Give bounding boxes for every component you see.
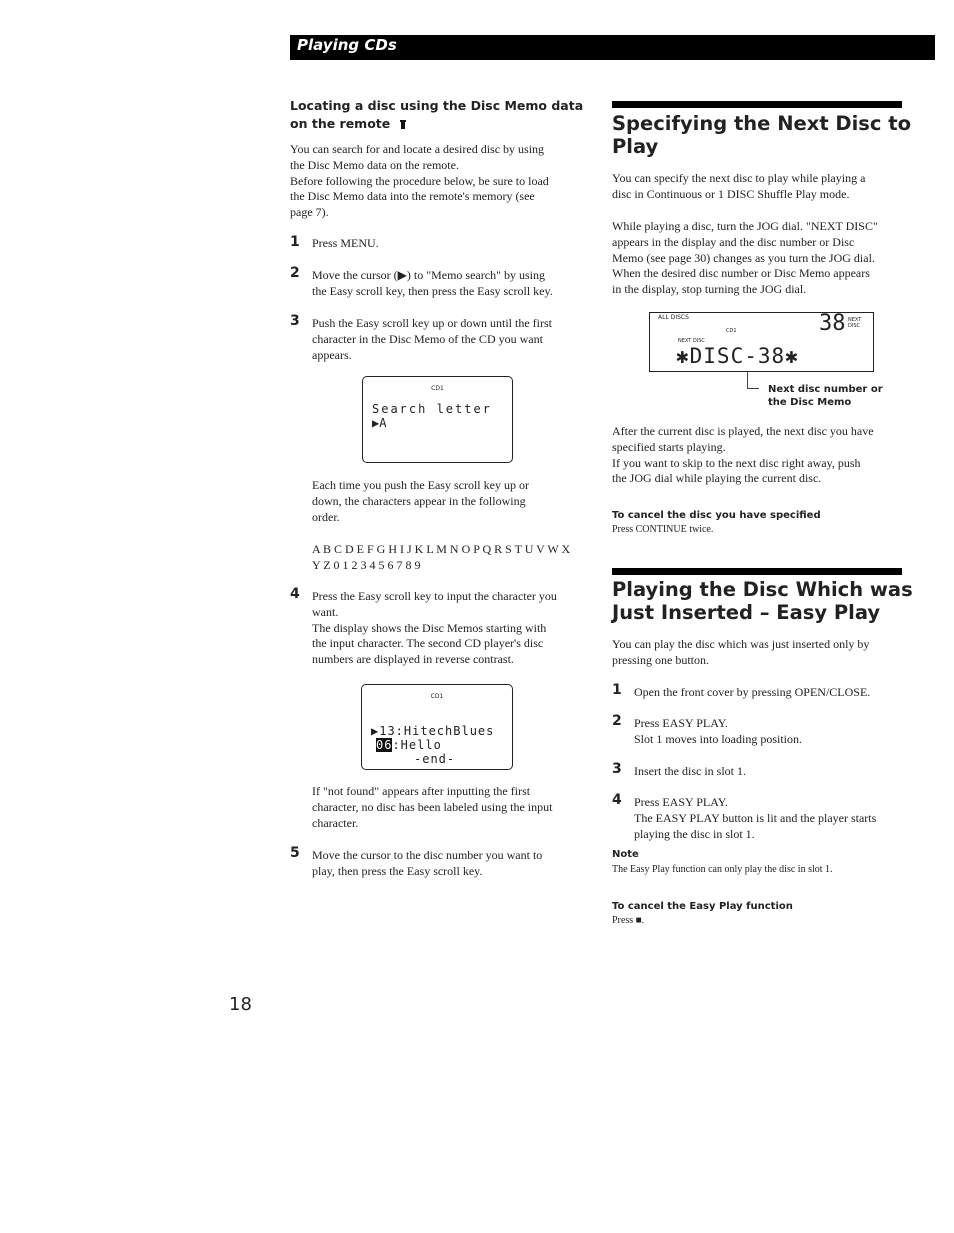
step-number: 1 — [612, 682, 622, 698]
display-line — [376, 738, 442, 752]
cancel-next-disc-text: Press CONTINUE twice. — [612, 524, 714, 535]
section-title-line: Specifying the Next Disc to — [612, 112, 911, 135]
step-text — [634, 795, 904, 842]
remote-icon — [399, 117, 407, 128]
step-line: playing the disc in slot 1. — [634, 826, 755, 841]
display-next-disc: NEXT DISC — [678, 338, 705, 344]
note-line: character. — [312, 815, 359, 830]
step-line: Press EASY PLAY. — [634, 795, 728, 809]
step-text — [312, 589, 582, 668]
step-number: 2 — [612, 713, 622, 729]
display-callout — [768, 383, 883, 409]
section1-para2 — [612, 219, 902, 298]
note-line: character, no disc has been labeled using the input — [312, 799, 553, 814]
display-cd-label: CD1 — [431, 385, 444, 392]
cancel-easy-play-text: Press ■. — [612, 915, 645, 926]
step-line: Push the Easy scroll key up or down until the first — [312, 316, 552, 330]
para-line: appears in the display and the disc number or Disc — [612, 234, 855, 249]
section-rule — [612, 101, 902, 108]
left-heading-line2 — [290, 115, 407, 132]
step-line: appears. — [312, 347, 352, 362]
step-line: Press MENU. — [312, 236, 379, 250]
disc-memo-list-display — [361, 684, 513, 770]
step-number: 1 — [290, 234, 300, 250]
step-text — [312, 268, 582, 300]
order-line: A B C D E F G H I J K L M N O P Q R S T U V W X — [312, 542, 571, 556]
left-heading-line2-text: on the remote — [290, 116, 391, 131]
step-line: numbers are displayed in reverse contrast. — [312, 652, 514, 667]
step-line: The display shows the Disc Memos starting with — [312, 620, 547, 635]
step-line: want. — [312, 604, 339, 619]
display-line-text: :Hello — [392, 738, 442, 752]
step-number: 4 — [290, 586, 300, 602]
step-line: the input character. The second CD player's disc — [312, 636, 544, 651]
note-text: The Easy Play function can only play the disc in slot 1. — [612, 864, 833, 875]
step-text — [312, 848, 582, 880]
step-text — [312, 316, 582, 363]
not-found-note — [312, 784, 582, 831]
para-line: Memo (see page 30) changes as you turn the JOG dial. — [612, 250, 875, 265]
cancel-next-disc-heading: To cancel the disc you have specified — [612, 510, 821, 521]
step-number: 3 — [612, 761, 622, 777]
display-line: ▶A — [372, 416, 387, 430]
display1-caption — [312, 478, 582, 525]
section-header-title: Playing CDs — [297, 36, 397, 54]
step-number: 2 — [290, 265, 300, 281]
intro-line: page 7). — [290, 205, 329, 220]
step-line: the Easy scroll key, then press the Easy scroll key. — [312, 283, 553, 298]
callout-leader-line — [747, 371, 748, 388]
step-line: Move the cursor to the disc number you want to — [312, 848, 543, 862]
search-letter-display — [362, 376, 513, 463]
step-text — [634, 764, 904, 780]
para-line: specified starts playing. — [612, 439, 726, 454]
step-text — [634, 685, 904, 701]
note-line: If "not found" appears after inputting the first — [312, 784, 531, 798]
step-number: 3 — [290, 313, 300, 329]
section2-intro — [612, 637, 902, 669]
step-line: play, then press the Easy scroll key. — [312, 863, 483, 878]
caption-line: Each time you push the Easy scroll key up or — [312, 478, 529, 492]
display-main-text: ✱DISC-38✱ — [676, 344, 799, 368]
callout-line: the Disc Memo — [768, 397, 852, 408]
caption-line: down, the characters appear in the following — [312, 493, 526, 508]
para-line: After the current disc is played, the next disc you have — [612, 424, 874, 438]
intro-line: Before following the procedure below, be sure to load — [290, 173, 549, 188]
next-disc-display — [649, 312, 874, 372]
para-line: When the desired disc number or Disc Memo appears — [612, 266, 870, 281]
character-order — [312, 542, 582, 574]
step-line: character in the Disc Memo of the CD you want — [312, 331, 543, 346]
left-intro — [290, 142, 580, 221]
step-text — [312, 236, 379, 252]
section-title — [612, 112, 911, 158]
section-title-line: Play — [612, 135, 659, 158]
para-line: While playing a disc, turn the JOG dial. "NEXT DISC" — [612, 219, 878, 233]
para-line: in the display, stop turning the JOG dial. — [612, 282, 807, 297]
section1-para1 — [612, 171, 902, 203]
cancel-easy-play-heading: To cancel the Easy Play function — [612, 901, 793, 912]
display-next-disc-small — [848, 317, 861, 329]
section1-para3 — [612, 424, 904, 487]
callout-line: Next disc number or — [768, 384, 883, 395]
step-line: Press the Easy scroll key to input the character you — [312, 589, 557, 603]
display-big-disc-number: 38 — [819, 311, 846, 336]
para-line: You can play the disc which was just inserted only by — [612, 637, 870, 651]
intro-line: You can search for and locate a desired disc by using — [290, 142, 545, 156]
order-line: Y Z 0 1 2 3 4 5 6 7 8 9 — [312, 557, 421, 572]
step-line: Press EASY PLAY. — [634, 716, 728, 730]
step-line: Slot 1 moves into loading position. — [634, 731, 803, 746]
intro-line: the Disc Memo data into the remote's memory (see — [290, 189, 535, 204]
section-title-line: Playing the Disc Which was — [612, 578, 913, 601]
section-rule — [612, 568, 902, 575]
section-title — [612, 578, 913, 624]
note-heading: Note — [612, 849, 639, 860]
para-line: You can specify the next disc to play while playing a — [612, 171, 866, 185]
intro-line: the Disc Memo data on the remote. — [290, 157, 459, 172]
para-line: disc in Continuous or 1 DISC Shuffle Play mode. — [612, 186, 850, 201]
page-number: 18 — [229, 994, 252, 1015]
display-small-label: NEXT — [848, 317, 862, 323]
step-line: Open the front cover by pressing OPEN/CLOSE. — [634, 685, 871, 699]
callout-leader-line — [747, 388, 759, 389]
step-text — [634, 716, 904, 748]
display-line: ▶13:HitechBlues — [371, 724, 495, 738]
step-line: Move the cursor (▶) to "Memo search" by using — [312, 268, 545, 282]
display-small-label: DISC — [848, 323, 860, 329]
para-line: the JOG dial while playing the current disc. — [612, 471, 822, 486]
display-line: -end- — [414, 752, 456, 766]
step-number: 4 — [612, 792, 622, 808]
para-line: pressing one button. — [612, 652, 709, 667]
display-all-discs: ALL DISCS — [658, 314, 689, 321]
display-cd-label: CD1 — [430, 693, 444, 700]
reverse-contrast-disc-number: 06 — [376, 738, 393, 752]
display-line: Search letter — [372, 402, 492, 416]
display-cd1: CD1 — [726, 328, 737, 334]
section-title-line: Just Inserted – Easy Play — [612, 601, 881, 624]
caption-line: order. — [312, 509, 340, 524]
left-heading-line1: Locating a disc using the Disc Memo data — [290, 98, 584, 113]
step-line: Insert the disc in slot 1. — [634, 764, 746, 778]
para-line: If you want to skip to the next disc right away, push — [612, 455, 861, 470]
step-number: 5 — [290, 845, 300, 861]
step-line: The EASY PLAY button is lit and the player starts — [634, 810, 877, 825]
